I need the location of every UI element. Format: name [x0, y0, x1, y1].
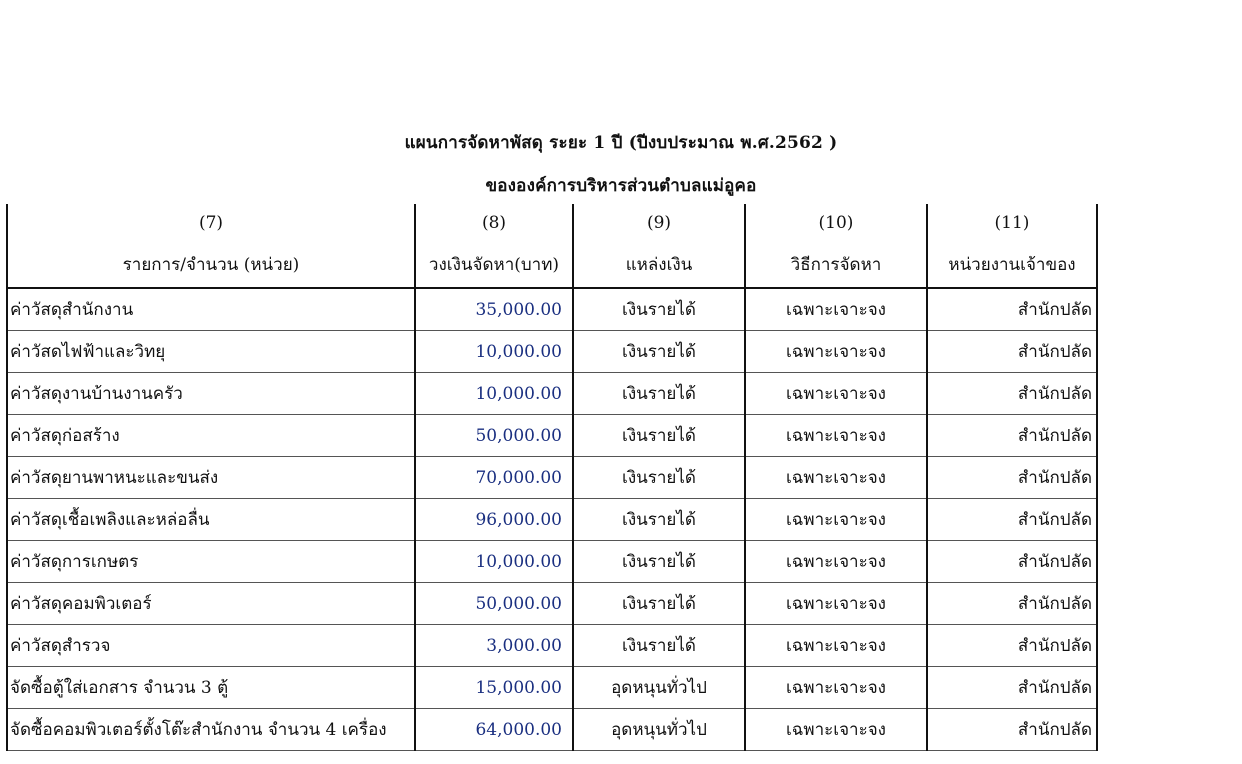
cell-method: เฉพาะเจาะจง: [745, 415, 927, 457]
column-number: (8): [415, 204, 573, 242]
procurement-plan-table: [6, 204, 1098, 751]
header-unit: หน่วยงานเจ้าของ: [927, 242, 1097, 288]
column-number: (11): [927, 204, 1097, 242]
cell-item: ค่าวัสดไฟฟ้าและวิทยุ: [7, 331, 415, 373]
header-source: แหล่งเงิน: [573, 242, 745, 288]
table-row: [7, 415, 1097, 457]
table-row: [7, 457, 1097, 499]
header-method: วิธีการจัดหา: [745, 242, 927, 288]
cell-method: เฉพาะเจาะจง: [745, 499, 927, 541]
table-row: [7, 288, 1097, 331]
cell-source: เงินรายได้: [573, 288, 745, 331]
cell-item: ค่าวัสดุก่อสร้าง: [7, 415, 415, 457]
table-row: [7, 373, 1097, 415]
cell-item: ค่าวัสดุคอมพิวเตอร์: [7, 583, 415, 625]
cell-amount: 35,000.00: [415, 288, 573, 331]
cell-item: ค่าวัสดุสำนักงาน: [7, 288, 415, 331]
cell-method: เฉพาะเจาะจง: [745, 541, 927, 583]
cell-unit: สำนักปลัด: [927, 667, 1097, 709]
cell-source: เงินรายได้: [573, 499, 745, 541]
cell-method: เฉพาะเจาะจง: [745, 583, 927, 625]
header-amount: วงเงินจัดหา(บาท): [415, 242, 573, 288]
cell-source: เงินรายได้: [573, 373, 745, 415]
cell-item: จัดซื้อคอมพิวเตอร์ตั้งโต๊ะสำนักงาน จำนวน 4 เครื่อง: [7, 709, 415, 751]
cell-amount: 10,000.00: [415, 541, 573, 583]
cell-method: เฉพาะเจาะจง: [745, 288, 927, 331]
cell-source: อุดหนุนทั่วไป: [573, 667, 745, 709]
column-number: (7): [7, 204, 415, 242]
table-row: [7, 709, 1097, 751]
cell-unit: สำนักปลัด: [927, 499, 1097, 541]
document-subtitle: ขององค์การบริหารส่วนตำบลแม่อูคอ: [485, 176, 757, 196]
column-number: (9): [573, 204, 745, 242]
cell-method: เฉพาะเจาะจง: [745, 667, 927, 709]
table-row: [7, 625, 1097, 667]
cell-amount: 10,000.00: [415, 373, 573, 415]
cell-item: ค่าวัสดุงานบ้านงานครัว: [7, 373, 415, 415]
cell-method: เฉพาะเจาะจง: [745, 331, 927, 373]
column-number: (10): [745, 204, 927, 242]
cell-item: จัดซื้อตู้ใส่เอกสาร จำนวน 3 ตู้: [7, 667, 415, 709]
cell-item: ค่าวัสดุยานพาหนะและขนส่ง: [7, 457, 415, 499]
cell-amount: 10,000.00: [415, 331, 573, 373]
cell-unit: สำนักปลัด: [927, 583, 1097, 625]
cell-amount: 15,000.00: [415, 667, 573, 709]
cell-source: เงินรายได้: [573, 541, 745, 583]
cell-unit: สำนักปลัด: [927, 415, 1097, 457]
cell-unit: สำนักปลัด: [927, 625, 1097, 667]
cell-unit: สำนักปลัด: [927, 709, 1097, 751]
cell-amount: 96,000.00: [415, 499, 573, 541]
header-item: รายการ/จำนวน (หน่วย): [7, 242, 415, 288]
cell-source: เงินรายได้: [573, 625, 745, 667]
table-row: [7, 583, 1097, 625]
cell-unit: สำนักปลัด: [927, 457, 1097, 499]
cell-source: เงินรายได้: [573, 457, 745, 499]
cell-amount: 50,000.00: [415, 415, 573, 457]
cell-item: ค่าวัสดุการเกษตร: [7, 541, 415, 583]
table-row: [7, 667, 1097, 709]
column-number-row: [7, 204, 1097, 242]
cell-source: เงินรายได้: [573, 415, 745, 457]
cell-unit: สำนักปลัด: [927, 331, 1097, 373]
table-row: [7, 499, 1097, 541]
cell-method: เฉพาะเจาะจง: [745, 709, 927, 751]
cell-source: เงินรายได้: [573, 583, 745, 625]
cell-unit: สำนักปลัด: [927, 288, 1097, 331]
cell-unit: สำนักปลัด: [927, 373, 1097, 415]
cell-item: ค่าวัสดุสำรวจ: [7, 625, 415, 667]
cell-item: ค่าวัสดุเชื้อเพลิงและหล่อลื่น: [7, 499, 415, 541]
cell-amount: 3,000.00: [415, 625, 573, 667]
cell-unit: สำนักปลัด: [927, 541, 1097, 583]
cell-source: เงินรายได้: [573, 331, 745, 373]
cell-method: เฉพาะเจาะจง: [745, 373, 927, 415]
table-row: [7, 331, 1097, 373]
cell-amount: 64,000.00: [415, 709, 573, 751]
cell-method: เฉพาะเจาะจง: [745, 625, 927, 667]
cell-amount: 70,000.00: [415, 457, 573, 499]
table-row: [7, 541, 1097, 583]
cell-method: เฉพาะเจาะจง: [745, 457, 927, 499]
document-title: แผนการจัดหาพัสดุ ระยะ 1 ปี (ปีงบประมาณ พ.ศ.2562 ): [404, 133, 838, 153]
column-header-row: [7, 242, 1097, 288]
cell-source: อุดหนุนทั่วไป: [573, 709, 745, 751]
cell-amount: 50,000.00: [415, 583, 573, 625]
